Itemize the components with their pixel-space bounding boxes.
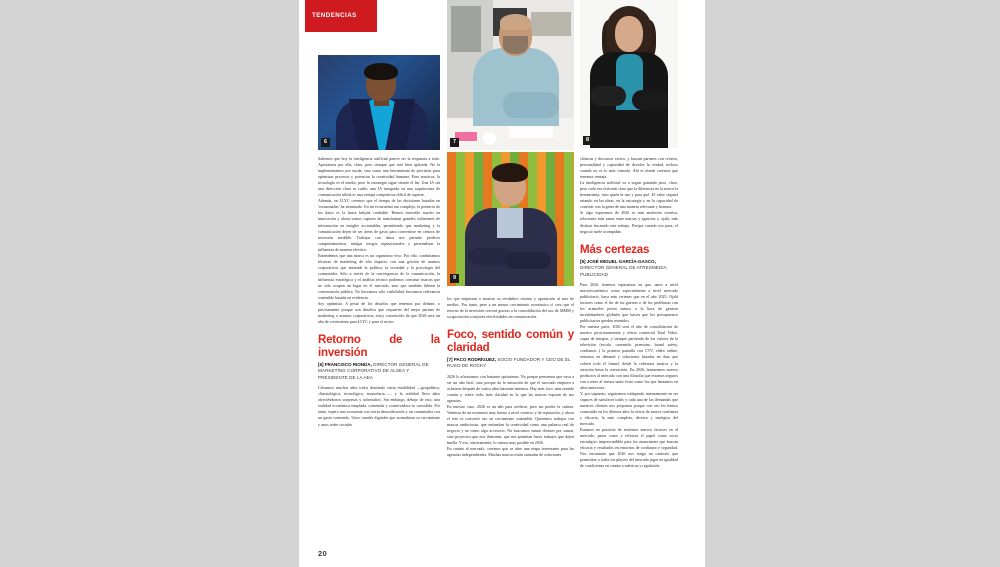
paragraph: Además, en LLYC creemos que el tiempo de las decisiones basadas en 'corazonadas' ha terminado. En un ecosistema tan complejo, la potencia de los datos es la única brújula confiable. Hemos invertido mucho en innovación y ahora somos capaces de transformar grandes volúmenes de información en insights accionables, permitiendo que marketing y la comunicación dejen de ser áreas de gasto para convertirse en centros de inversión medible. Trabajar con datos nos permite predecir comportamientos, mitigar riesgos reputacionales y personalizar la influencia de manera efectiva. [318, 198, 440, 252]
photo9-hair [492, 163, 528, 182]
paragraph: La inteligencia artificial va a seguir ganando peso, claro, pero cada vez está más claro que la diferencia no la marca la herramienta, sino quién la usa y para qué. El valor seguirá estando en las ideas, en la estrategia y en la capacidad de conectar con la gente de una manera relevante y honesta. [580, 180, 678, 210]
byline-paco-rodriguez [447, 357, 574, 370]
text-column-2 [447, 296, 574, 540]
paragraph: En cuanto al mercado, creemos que se abre una etapa interesante para las agencias independientes. Muchas marcas están cansadas de soluciones [447, 446, 574, 458]
byline-francisco-rionda [318, 362, 440, 381]
photo6-hair [364, 63, 398, 80]
photo7-arm [503, 92, 559, 118]
photo7-beard [503, 36, 528, 54]
text-column-3 [580, 156, 678, 540]
paragraph: Entendemos que una marca es un organismo vivo. Por ello, combinamos técnicas de marketing de alto impacto con una gestión de asuntos corporativos que entiende la política, la sociedad y la psicología del consumidor. Sólo a través de la convergencia de la comunicación, la influencia estratégica y el análisis técnico podemos construir marcas que no sólo ocupen un lugar en el mercado, sino que también lideren la conversación pública. No buscamos sólo visibilidad; buscamos relevancia sostenible basada en evidencia. [318, 252, 440, 301]
paragraph: Para 2026, tenemos esperanzas en que, tanto a nivel macroeconómico como especialmente a nivel mercado publicitario, haya más certezas que en el año 2025. Ojalá factores como el fin de las guerras o de los problemas con los aranceles pesen menos a la hora de generar incertidumbres globales que hacen que los presupuestos publicitarios queden retenidos. [580, 281, 678, 324]
byline-role: SOCIO FUNDADOR Y CEO DE EL RUSO DE ROCKY [447, 356, 571, 369]
photo-number-badge: 6 [321, 138, 330, 147]
paragraph: Si algo esperamos de 2026 es más ambición creativa, relaciones más sanas entre marcas y agencias y, ojalá, más disfrute haciendo este trabajo. Porque cuando eso pasa, el negocio suele acompañar. [580, 210, 678, 234]
page-number: 20 [318, 549, 327, 558]
paragraph: Y, por supuesto, seguiremos trabajando intensamente en ser capaces de satisfacer todas y cada una de las demandas que nuestros clientes nos proponen porque con eso les hemos construido en los últimos años la oferta de mayor confianza y eficacia, la más completa, diversa y sinérgica del mercado. [580, 390, 678, 426]
photo8-face [615, 16, 643, 52]
photo-number-badge: 8 [583, 136, 592, 145]
photo-jose-miguel-garcia-gasco [447, 152, 574, 286]
paragraph: Por nuestra parte, 2026 será el año de consolidación de nuestro posicionamiento y oferta comercial Total Video, capaz de integrar, y siempre partiendo de los valores de la televisión (escala, contenido premium, brand safety, confianza...) la primera pantalla con CTV, vídeo online, entornos en demand y soluciones basadas en data que cobren todo el funnel, desde la cobertura masiva y la atención hasta la conversión. En 2026, lanzaremos nuevos productos al mercado con una filosofía que estamos seguros van a tener al menos tanto éxito como los que lanzamos en años anteriores. [580, 324, 678, 390]
photo-number-badge: 9 [450, 274, 459, 283]
photo7-crown [500, 14, 531, 30]
byline-name: [6] FRANCISCO RIONDA, [318, 362, 372, 367]
article-heading-foco: Foco, sentido común y claridad [447, 329, 574, 354]
article-heading-retorno: Retorno de la inversión [318, 334, 440, 359]
paragraph: clónicas y discursos vacíos, y buscan partners con criterio, personalidad y capacidad de decirles la verdad, incluso cuando no es lo más cómodo. Ahí es donde creemos que tenemos ventaja. [580, 156, 678, 180]
photo-paco-rodriguez [447, 0, 574, 150]
photo7-paper [509, 126, 553, 138]
magazine-page [299, 0, 705, 567]
paragraph: Soy optimista. A pesar de los desafíos que tenemos por delante, o precisamente porque son desafíos que requieren del mejor partner de marketing o asuntos corporativos, estoy convencido de que 2026 será un año de crecimiento para LLYC y para el sector. [318, 301, 440, 325]
paragraph: Sabemos que hoy la inteligencia artificial parece ser la respuesta a todo. Apostamos por ella, claro, pero siempre que esté bien aplicada. No la implementamos por moda, sino como una herramienta de precisión para optimizar procesos y potenciar la creatividad humana. Para nosotros, la tecnología es el medio, pero la estrategia sigue siendo el fin. Una IA sin una dirección clara es ruido; una IA integrada en una arquitectura de comunicación sólida es una ventaja competitiva difícil de superar. [318, 156, 440, 198]
photo8-arm-left [590, 86, 626, 106]
photo-number-badge: 7 [450, 138, 459, 147]
paragraph: En nuestro caso, 2026 es un año para acelerar; pero sin perder la cabeza. Venimos de un momento muy bueno a nivel creativo y de reputación, y ahora el reto es convertir eso en crecimiento sostenible. Queremos trabajar con marcas ambiciosas, que entiendan la creatividad como una palanca real de negocio y no como algo accesorio. No buscamos sumar clientes por sumar, sino proyectos que nos ilusionen, que nos permitan hacer trabajos que dejen huella. Y eso, sinceramente, lo vamos muy posible en 2026. [447, 403, 574, 446]
byline-role: DIRECTOR GENERAL DE ATRESMEDIA PUBLICIDAD [580, 265, 667, 277]
section-flag [305, 0, 377, 32]
photo7-window [451, 6, 481, 52]
photo-woman-portrait [580, 0, 678, 148]
section-flag-label: TENDENCIAS [312, 12, 357, 19]
paragraph: 2026 lo afrontamos con bastante optimismo. No porque pensemos que vaya a ser un año fácil, sino porque da la sensación de que el mercado empieza a aclararse después de varios años bastante intensos. Hay más foco, más sentido común y, sobre todo, más claridad en lo que las marcas esperan de sus agencias. [447, 373, 574, 403]
paragraph: Llevamos muchos años todos deseando cierta estabilidad —geopolítica, climatológica, tecnológica, arancelaria...— y la realidad lleva años ofreciéndonos sorpresas y sobresaltos. Sin embargo, debajo de esto, una realidad económica templada, contenida y conservadora se consolida. Por tanto, espero una economía con cierta desaceleración y un consumidor con un gasto contenido. Unos canales digitales que normalizan su crecimiento y unos redes sociales [318, 385, 440, 427]
photo9-arm-b [505, 252, 551, 269]
article-heading-mas-certezas: Más certezas [580, 243, 650, 256]
byline-name: [7] PACO RODRÍGUEZ, [447, 356, 496, 362]
photo7-shelf [531, 12, 571, 36]
photo8-arm-right [632, 90, 668, 110]
photo9-shirt [497, 208, 523, 238]
byline-jose-miguel-garcia-gasco [580, 259, 678, 278]
paragraph: Estamos en posición de enfrentar nuevos factores en el mercado, pasar como y reforzar el papel como socio estratégico imprescindible para los anunciantes que buscan eficacia y resultados en entornos de confianza y seguridad. Nos encantaría que 2026 nos traiga un contexto que permitiese a todos los players del mercado jugar en igualdad de condiciones en cuanto a métricas y regulación. [580, 427, 678, 469]
photo-francisco-rionda [318, 55, 440, 150]
byline-role: DIRECTOR GENERAL DE MARKETING CORPORATIVO DE ALSEA Y PRESIDENTE DE LA AEA [318, 362, 429, 380]
paragraph: los que empiezan a mostrar su verdadero retorno y aportación al mix de medios. Por tanto, pese a un menor crecimiento económico sí creo que el retorno de la inversión crecerá gracias a la consolidación del uso de MMM y su aportación a mejores efectividades en comunicación. [447, 296, 574, 320]
byline-name: [8] JOSÉ MIGUEL GARCÍA-GASCO, [580, 258, 656, 264]
photo7-cup [483, 132, 496, 145]
text-column-1 [318, 156, 440, 536]
